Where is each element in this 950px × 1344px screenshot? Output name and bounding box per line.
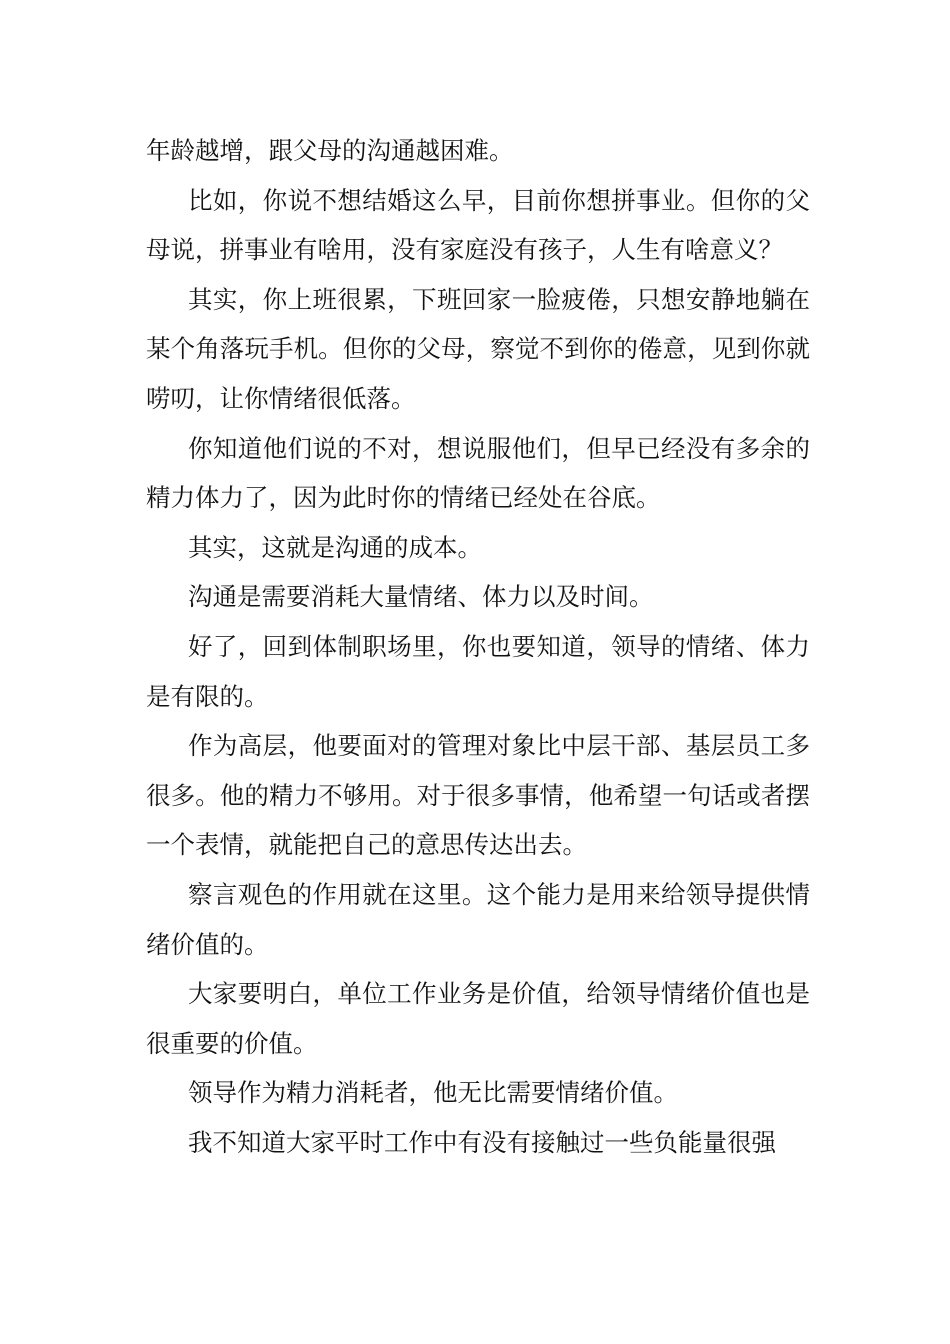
paragraph: 领导作为精力消耗者，他无比需要情绪价值。: [188, 1078, 678, 1108]
paragraph: 察言观色的作用就在这里。这个能力是用来给领导提供情绪价值的。: [146, 879, 810, 959]
paragraph: 大家要明白，单位工作业务是价值，给领导情绪价值也是很重要的价值。: [146, 979, 810, 1058]
body-text: [146, 126, 810, 1167]
paragraph: 你知道他们说的不对，想说服他们，但早已经没有多余的精力体力了，因为此时你的情绪已经处在谷底。: [146, 433, 810, 513]
paragraph: 比如，你说不想结婚这么早，目前你想拼事业。但你的父母说，拼事业有啥用，没有家庭没有孩子，人生有啥意义？: [146, 185, 810, 265]
paragraph: 其实，这就是沟通的成本。: [188, 532, 482, 562]
paragraph: 好了，回到体制职场里，你也要知道，领导的情绪、体力是有限的。: [146, 631, 810, 711]
paragraph: 我不知道大家平时工作中有没有接触过一些负能量很强: [188, 1127, 776, 1157]
paragraph: 年龄越增，跟父母的沟通越困难。: [146, 136, 514, 165]
paragraph: 其实，你上班很累，下班回家一脸疲倦，只想安静地躺在某个角落玩手机。但你的父母，察觉不到你的倦意，见到你就唠叨，让你情绪很低落。: [146, 284, 810, 413]
paragraph: 作为高层，他要面对的管理对象比中层干部、基层员工多很多。他的精力不够用。对于很多事情，他希望一句话或者摆一个表情，就能把自己的意思传达出去。: [146, 731, 810, 860]
paragraph: 沟通是需要消耗大量情绪、体力以及时间。: [188, 582, 654, 612]
